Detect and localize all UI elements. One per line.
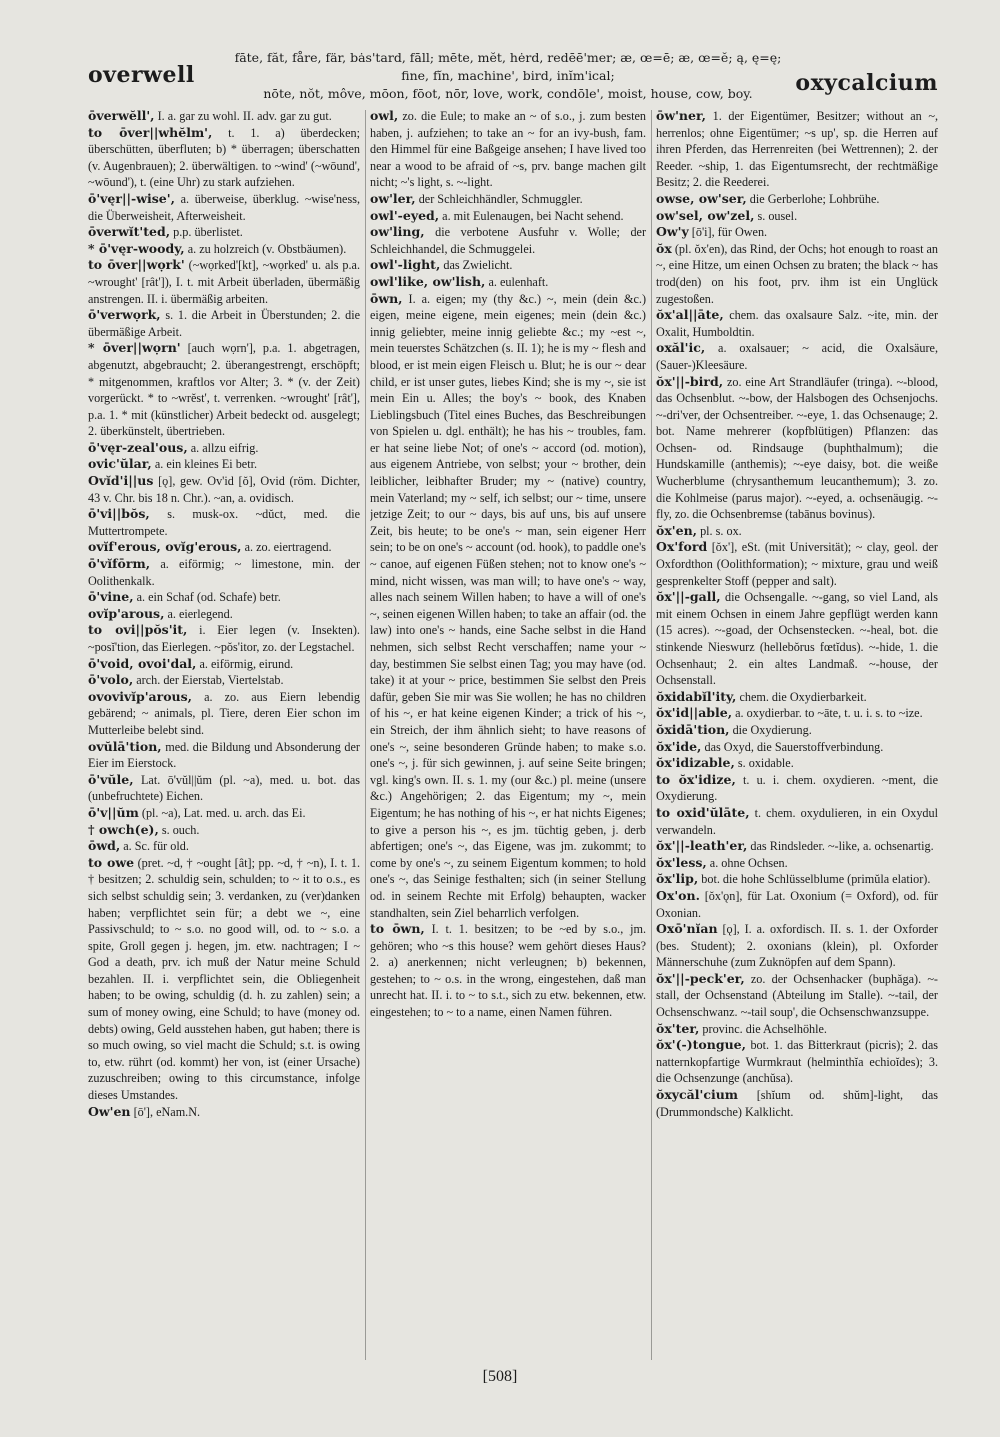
headword: ovĭf'erous, ovĭg'erous, [88,539,242,555]
dictionary-entry [656,1087,938,1120]
dictionary-entry [656,888,938,921]
headword: ō'vęr-zeal'ous, [88,439,188,455]
headword: ŏx'al||āte, [656,307,724,323]
dictionary-entry [656,523,938,540]
entry-definition: [ŏx'], eSt. (mit Universität); ~ clay, geol. der Oxfordthon (Oolithformation); ~ mixture, grau und weiß gesprenkelter Stoff (pepper and salt). [656,540,938,588]
entry-definition: a. überweise, überklug. ~wise'ness, die Überweisheit, Afterweisheit. [88,191,360,223]
dictionary-entry [656,307,938,340]
headword: ŏx'||-gall, [656,589,721,605]
headword: to owe [88,854,135,870]
headword: owl'-light, [370,257,441,273]
headword: ŏx'idizable, [656,755,735,771]
dictionary-entry [88,473,360,506]
headword: ŏx'||-bird, [656,373,724,389]
column-1 [88,108,360,1358]
headword: ŏx'ter, [656,1020,700,1036]
column-divider [651,110,652,1360]
entry-definition: bot. 1. das Bitterkraut (picris); 2. das natternkopfartige Wurmkraut (helminthĭa echioĭdes); 3. die Ochsenzunge (anchŭsa). [656,1038,938,1086]
headword: to ōwn, [370,921,425,937]
entry-definition: a. allzu eifrig. [190,440,259,455]
dictionary-entry [656,921,938,971]
entry-definition: a. oxydierbar. to ~āte, t. u. i. s. to ~ize. [735,706,923,721]
entry-definition: I. t. 1. besitzen; to be ~ed by s.o., jm. gehören; who ~s this house? wem gehört dieses Haus? 2. a) anerkennen; nicht verleugnen; b) bekennen, gestehen; to ~ o.s. in the wrong, eingestehen, daß man unrecht hat. II. i. to ~ to s.t., sich zu etw. bekennen, etw. eingestehen; to ~ to a name, einen Namen führen. [370,922,646,1020]
dictionary-entry [88,307,360,340]
entry-definition: t. chem. oxydulieren, in ein Oxydul verwandeln. [656,805,938,837]
entry-definition: die verbotene Ausfuhr v. Wolle; der Schleichhandel, die Schmuggelei. [370,225,646,256]
entry-definition: p.p. überlistet. [173,225,243,240]
dictionary-entry [656,191,938,208]
entry-definition: [ō'i], für Owen. [691,225,768,240]
headword: ovĭp'arous, [88,605,165,621]
headword: ō'vŭle, [88,771,134,787]
entry-definition: a. ein Schaf (od. Schafe) betr. [136,590,281,605]
entry-definition: a. zo. eiertragend. [244,540,332,555]
headword: ŏx [656,240,672,256]
entry-definition: bot. die hohe Schlüsselblume (primŭla elatior). [701,872,931,887]
headword: to oxid'ŭlāte, [656,804,750,820]
headword: ŏx'||-peck'er, [656,970,745,986]
dictionary-entry [88,622,360,655]
dictionary-entry [656,1037,938,1087]
entry-definition: die Ochsengalle. ~-gang, so viel Land, als mit einem Ochsen in einem Jahre gepflügt werden kann (15 acres). ~-goad, der Ochsenstecken. ~-heal, bot. die stinkende Nieswurz (hellebŏrus fœtĭdus). ~-hide, 1. die Ochsenhaut; 2. ein altes Landmaß. ~-house, der Ochsenstall. [656,590,938,688]
headword: Ox'ford [656,539,708,555]
dictionary-entry [656,1021,938,1038]
headword: ō'vęr||-wise', [88,190,175,206]
headword: * ō'vęr-woody, [88,240,185,256]
entry-definition: arch. der Eierstab, Viertelstab. [136,673,284,688]
headword: ŏx'id||able, [656,705,733,721]
entry-definition: med. die Bildung und Absonderung der Eier im Eierstock. [88,739,360,771]
headword: oxăl'ic, [656,340,706,356]
entry-definition: (~wọrked'[kt], ~wọrked' u. als p.a. ~wrought' [rât']), I. t. mit Arbeit überladen, übermäßig anstrengen. II. i. übermäßig arbeiten. [88,258,360,306]
dictionary-entry [656,241,938,307]
headword: owl'like, ow'lish, [370,273,486,289]
entry-definition: das Oxyd, die Sauerstoffverbindung. [704,739,884,754]
dictionary-entry [88,539,360,556]
column-3 [656,108,938,1358]
dictionary-entry [656,208,938,225]
entry-definition: a. mit Eulenaugen, bei Nacht sehend. [442,208,624,223]
dictionary-entry [370,208,646,225]
entry-definition: s. 1. die Arbeit in Überstunden; 2. die übermäßige Arbeit. [88,308,360,339]
headword: ŏxidabĭl'ity, [656,688,737,704]
entry-definition: a. ohne Ochsen. [709,855,788,870]
dictionary-entry [656,755,938,772]
dictionary-entry [88,689,360,739]
entry-definition: die Oxydierung. [732,722,812,737]
headword: ōwd, [88,838,121,854]
headword: ō'vĭfōrm, [88,556,151,572]
headword: ō'verwọrk, [88,307,161,323]
dictionary-entry [370,224,646,257]
dictionary-entry [656,722,938,739]
dictionary-entry [88,822,360,839]
dictionary-entry [656,539,938,589]
page-number: [508] [482,1368,518,1385]
entry-definition: die Gerberlohe; Lohbrühe. [749,191,880,206]
headword: to ōver||whĕlm', [88,124,213,140]
entry-definition: das Rindsleder. ~-like, a. ochsenartig. [750,839,934,854]
entry-definition: das Zwielicht. [443,258,513,273]
entry-definition: a. Sc. für old. [123,839,189,854]
headword: ō'vi||bŏs, [88,506,150,522]
dictionary-entry [88,125,360,191]
entry-definition: [ŏx'ǫn], für Lat. Oxonium (= Oxford), od. für Oxonian. [656,888,938,920]
headword: to ōver||wọrk' [88,257,185,273]
dictionary-entry [88,440,360,457]
entry-definition: a. eulenhaft. [488,274,549,289]
headword: Ow'en [88,1103,131,1119]
dictionary-entry [656,108,938,191]
headword: Oxō'nĭan [656,921,718,937]
entry-definition: s. ousel. [757,208,798,223]
headword: to ŏx'idize, [656,771,736,787]
headword: Ox'on. [656,887,700,903]
entry-definition: a. zu holzreich (v. Obstbäumen). [187,241,347,256]
headword: ovŭlā'tion, [88,738,162,754]
dictionary-entry [88,191,360,224]
dictionary-entry [88,241,360,258]
headword: ŏxidā'tion, [656,721,730,737]
entry-definition: chem. die Oxydierbarkeit. [739,689,867,704]
headword: owse, ow'ser, [656,190,747,206]
dictionary-entry [88,589,360,606]
dictionary-entry [370,921,646,1021]
dictionary-entry [370,257,646,274]
dictionary-entry [88,739,360,772]
dictionary-entry [370,108,646,191]
headword: owl'-eyed, [370,207,440,223]
entry-definition: (pl. ~a), Lat. med. u. arch. das Ei. [141,805,306,820]
entry-definition: a. ein kleines Ei betr. [154,457,258,472]
dictionary-entry [656,224,938,241]
dictionary-entry [656,689,938,706]
dictionary-entry [88,672,360,689]
entry-definition: I. a. gar zu wohl. II. adv. gar zu gut. [157,109,332,123]
entry-definition: t. 1. a) überdecken; überschütten, überfluten; b) * überragen; überschatten (v. Augenbrauen); 2. überwältigen. to ~wind' (~wōund', ~wōund'), t. (eine Uhr) zu stark aufziehen. [88,125,360,190]
dictionary-entry [88,456,360,473]
dictionary-entry [88,855,360,1104]
dictionary-entry [656,705,938,722]
dictionary-entry [88,838,360,855]
entry-definition: [shĭum od. shŭm]-light, das (Drummondsche) Kalklicht. [656,1088,938,1119]
running-head-left: overwell [88,62,195,88]
entry-definition: t. u. i. chem. oxydieren. ~ment, die Oxydierung. [656,772,938,804]
dictionary-entry [88,805,360,822]
dictionary-entry [656,971,938,1021]
entry-definition: a. zo. aus Eiern lebendig gebärend; ~ animals, pl. Tiere, deren Eier schon im Mutterleibe belebt sind. [88,689,360,737]
headword: ŏx'en, [656,522,698,538]
entry-definition: a. oxalsauer; ~ acid, die Oxalsäure, (Sauer-)Kleesäure. [656,341,938,372]
headword: ō'vine, [88,589,134,605]
entry-definition: i. Eier legen (v. Insekten). ~posĭ'tion, das Eierlegen. ~pŏs'itor, zo. der Legstachel. [88,623,360,654]
entry-definition: zo. eine Art Strandläufer (tringa). ~-blood, das Ochsenblut. ~-bow, der Halsbogen des Ochsenjochs. ~-dri'ver, der Ochsentreiber. ~-eye, 1. das Ochsenauge; 2. bot. Name mehrerer (kopfblütigen) Pflanzen: das Ochsen- od. Rindsauge (buphthalmum); die Hundskamille (anthemis); ~-eye daisy, bot. die weiße Wucherblume (chrysanthemum leucanthemum); 3. zo. die Kohlmeise (parus major). ~-eyed, a. ochsenäugig. ~-fly, zo. die Ochsenbremse (tabānus bovinus). [656,374,938,522]
dictionary-entry [656,805,938,838]
dictionary-entry [88,556,360,589]
dictionary-entry [88,506,360,539]
dictionary-entry [88,108,360,125]
entry-definition: Lat. ō'vŭl||ŭm (pl. ~a), med. u. bot. das (unbefruchtete) Eichen. [88,772,360,804]
dictionary-entry [88,224,360,241]
headword: to ovi||pŏs'it, [88,622,188,638]
column-2 [370,108,646,1358]
column-divider [365,110,366,1360]
entry-definition: a. eiförmig, eirund. [199,656,294,671]
running-head-right: oxycalcium [795,70,938,96]
headword: ow'ling, [370,224,425,240]
headword: ŏx'lip, [656,871,699,887]
dictionary-entry [656,589,938,689]
entry-definition: s. musk-ox. ~dŭct, med. die Muttertrompete. [88,507,360,538]
headword: ŏx'ide, [656,738,702,754]
entry-definition: [auch wọrn'], p.a. 1. abgetragen, abgenutzt, abgebraucht; 2. überangestrengt, erschöpft; * mitgenommen, kraftlos vor Alter; 3. * (v. der Zeit) vorgerückt. * to ~wrĕst', t. verrenken. ~wrought' [rât'], p.a. 1. * mit (künstlicher) Arbeit bedeckt od. ausgelegt; 2. überkünstelt, übertrieben. [88,341,360,439]
dictionary-entry [370,274,646,291]
dictionary-entry [88,656,360,673]
entry-definition: [ǫ], gew. Ov'id [ŏ], Ovid (röm. Dichter, 43 v. Chr. bis 18 n. Chr.). ~an, a. ovidisch. [88,474,360,505]
entry-definition: [ǫ], I. a. oxfordisch. II. s. 1. der Oxforder (bes. Student); 2. oxonians (klein), pl. Oxforder Männerschuhe (zum Zuknöpfen auf dem Spann). [656,922,938,970]
dictionary-entry [370,191,646,208]
headword: ovovivĭp'arous, [88,688,193,704]
headword: ōwn, [370,290,403,306]
entry-definition: zo. die Eule; to make an ~ of s.o., j. zum besten haben, j. aufziehen; to take an ~ for an ivy-bush, fam. den Himmel für eine Baßgeige ansehen; I have lived too near a wood to be afraid of ~s, prv. bange machen gilt nicht; ~'s light, s. ~-light. [370,109,646,190]
dictionary-entry [656,838,938,855]
entry-definition: provinc. die Achselhöhle. [702,1021,827,1036]
headword: Ow'y [656,224,689,240]
headword: * ōver||wọrn' [88,340,181,356]
entry-definition: s. ouch. [161,822,200,837]
headword: ŏx'||-leath'er, [656,838,748,854]
pronunciation-key-line-1: fāte, făt, fåre, fär, bȧs'tard, fāll; mēte, mĕt, hėrd, redēē'mer; æ, œ=ē; æ, œ=ĕ; ą, ę=ę; [234,50,782,65]
dictionary-entry [88,340,360,440]
dictionary-entry [88,257,360,307]
entry-definition: a. eierlegend. [167,606,233,621]
headword: ow'ler, [370,190,416,206]
headword: ōw'ner, [656,108,706,123]
entry-definition: [ō'], eNam.N. [133,1104,201,1119]
headword: ō'volo, [88,672,134,688]
headword: ŏx'less, [656,854,707,870]
headword: ōverwĭt'ted, [88,224,171,240]
headword: ovic'ŭlar, [88,456,152,472]
entry-definition: I. a. eigen; my (thy &c.) ~, mein (dein &c.) eigen, meine eigene, mein eigenes; mein (dein &c.) innig geliebter, meine innig geliebte &c.; my ~est ~, mein teuerstes Schätzchen (s. II. 1); he is my ~ flesh and blood, er ist mein eigen Fleisch u. Blut; he is our ~ dear child, er ist unser gutes, liebes Kind; she is my ~, sie ist mein Ein u. Alles; the boy's ~ book, des Knaben Lieblingsbuch (Titel eines Buches, das Beschreibungen von Spielen u. dgl. enthält); he has his ~ troubles, fam. er hat seine liebe Not; of one's ~ accord (od. motion), aus eigenem Antriebe, von selbst; your ~ brother, dein leiblicher, leibhafter Bruder; my ~ (native) country, mein Vaterland; my ~ self, ich selbst; our ~ time, unsere jetzige Zeit; to our ~ days, bis auf uns, bis auf unsere Zeit, bis heute; to be one's ~ man, sein eigener Herr sein; to be on one's ~ account (od. hook), to paddle one's ~ canoe, auf eigenen Füßen stehen; not to know one's ~ mind, nicht wissen, was man will; to have one's ~ way, alles nach seinem Willen haben; to have a will of one's ~, seinen eigenen Willen haben; to take an affair (od. the law) into one's ~ hands, eine Sache selbst in die Hand nehmen, sich selbst Recht verschaffen; name your ~ day, bestimmen Sie selbst einen Tag; you may have (od. take) it at your ~ price, bestimmen Sie selbst den Preis dafür, geben Sie mir was Sie wollen; he has no children of his ~, er hat keine eigenen Kinder; a trick of his ~, ein Streich, der ihm ähnlich sieht; to have reasons of one's ~, seine besonderen Gründe haben; to make s.o. one's ~, j. für sich gewinnen, j. auf seine Seite bringen; vgl. king's own. II. s. 1. my (our &c.) pl. meine (unsere &c.) Angehörigen; 2. das Eigentum; my ~, mein Eigentum; he has nothing of his ~, er hat nichts Eigenes; to give a person his ~, es jm. tüchtig geben, j. derb abfertigen; one's ~, das Eigene, was jm. zukommt; to come by one's ~, zu seinem Eigentum kommen; to hold one's ~, das Seinige festhalten; sich (in seiner Stellung od. in seinem Rechte mit Erfolg) behaupten, wacker standhalten, sein Ziel beharrlich verfolgen. [370,291,646,920]
dictionary-entry [656,340,938,373]
headword: † owch(e), [88,821,159,837]
headword: Ovĭd'i||us [88,473,154,489]
entry-definition: der Schleichhändler, Schmuggler. [418,191,583,206]
dictionary-entry [656,871,938,888]
pronunciation-key-line-3: nōte, nŏt, môve, mōon, fōot, nōr, love, work, condōle', moist, house, cow, boy. [263,86,753,101]
entry-definition: 1. der Eigentümer, Besitzer; without an ~, herrenlos; ohne Eigentümer; ~s up', sp. die Herren auf ihren Pferden, das Herrenreiten (bei Wettrennen); 2. der Reeder. ~ship, 1. das Eigentumsrecht, der rechtmäßige Besitz; 2. die Reederei. [656,109,938,190]
headword: ŏxycăl'cium [656,1087,739,1103]
headword: ōverwĕll', [88,108,155,123]
entry-definition: s. oxidable. [737,756,794,771]
dictionary-entry [88,1104,360,1121]
entry-definition: zo. der Ochsenhacker (buphăga). ~-stall, der Ochsenstand (Abteilung im Stalle). ~-tail, der Ochsenschwanz. ~-tail soup', die Ochsenschwanzsuppe. [656,971,938,1020]
dictionary-entry [88,772,360,805]
dictionary-entry [656,374,938,523]
headword: ō'v||ŭm [88,804,139,820]
entry-definition: chem. das oxalsaure Salz. ~ite, min. der Oxalit, Humboldtin. [656,308,938,339]
headword: ō'void, ovoi'dal, [88,655,197,671]
headword: owl, [370,108,399,123]
entry-definition: pl. s. ox. [700,523,742,538]
dictionary-entry [656,855,938,872]
dictionary-entry [656,772,938,805]
entry-definition: (pret. ~d, † ~ought [ât]; pp. ~d, † ~n), I. t. 1. † besitzen; 2. schuldig sein, schulden; to ~ it to o.s., es sich selbst schuldig sein; 3. verdanken, zu (ver)danken haben; verpflichtet sein für; a debt we ~, eine Passivschuld; to ~ s.o. no good will, od. to ~ s.o. a spite, Groll gegen j. hegen, jm. etw. nachtragen; I ~ God a death, prv. ich muß der Natur meine Schuld bezahlen. II. i. verpflichtet sein, die Obliegenheit haben; to be owing, schuldig (d. h. zu zahlen) sein; a sum of money owing, eine Schuld; to have (money od. debts) owing, Geld ausstehen haben, gut haben; there is so much owing, so viel macht die Schuld; s.t. is owing to, etw. rührt (od. kommt) her von, ist (einer Ursache) zuzuschreiben; owing to this circumstance, infolge dieses Umstandes. [88,855,360,1103]
dictionary-entry [656,739,938,756]
dictionary-entry [370,291,646,922]
headword: ŏx'(-)tongue, [656,1037,746,1053]
headword: ow'sel, ow'zel, [656,207,755,223]
entry-definition: a. eiförmig; ~ limestone, min. der Oolithenkalk. [88,557,360,588]
entry-definition: (pl. ŏx'en), das Rind, der Ochs; hot enough to roast an ~, eine Hitze, um einen Ochsen zu braten; the black ~ has trod(den) on his foot, prv. ihm ist ein Unglück zugestoßen. [656,241,938,306]
pronunciation-key-line-2: fine, fĭn, machine', bird, inĭm'ical; [401,68,615,83]
dictionary-entry [88,606,360,623]
